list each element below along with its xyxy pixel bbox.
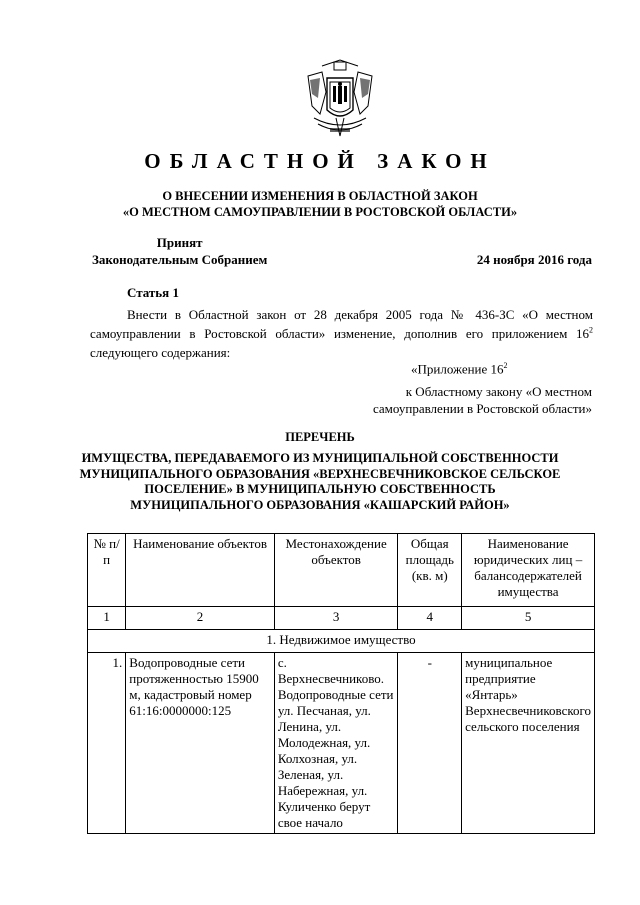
column-number: 1: [88, 607, 126, 630]
appendix-reference-line-2: самоуправлении в Ростовской области»: [372, 401, 592, 416]
header-number: № п/п: [88, 534, 126, 607]
article-body: [90, 305, 593, 362]
column-number: 3: [274, 607, 398, 630]
appendix-reference: [292, 383, 592, 417]
header-object-name: Наименование объектов: [126, 534, 275, 607]
article-text-superscript: 2: [589, 325, 593, 335]
row-balance-holder: муниципальное предприятие «Янтарь» Верхнесвечниковского сельского поселения: [462, 653, 595, 834]
list-subtitle-line-1: ИМУЩЕСТВА, ПЕРЕДАВАЕМОГО ИЗ МУНИЦИПАЛЬНОЙ СОБСТВЕННОСТИ: [81, 451, 559, 465]
law-title: ОБЛАСТНОЙ ЗАКОН: [144, 149, 496, 173]
adoption-date: 24 ноября 2016 года: [476, 252, 592, 267]
column-number: 5: [462, 607, 595, 630]
appendix-title: [411, 361, 508, 377]
header-balance-holder: Наименование юридических лиц – балансодержателей имущества: [462, 534, 595, 607]
column-number: 4: [398, 607, 462, 630]
list-subtitle-line-2: МУНИЦИПАЛЬНОГО ОБРАЗОВАНИЯ «ВЕРХНЕСВЕЧНИКОВСКОЕ СЕЛЬСКОЕ: [79, 466, 561, 481]
law-subtitle: [60, 188, 580, 220]
adopted-line-1: Принят: [156, 235, 203, 250]
row-area: -: [398, 653, 462, 834]
appendix-title-text: «Приложение 16: [411, 361, 504, 377]
list-subtitle-line-4: МУНИЦИПАЛЬНОГО ОБРАЗОВАНИЯ «КАШАРСКИЙ РАЙОН»: [130, 497, 510, 512]
header-location: Местонахождение объектов: [274, 534, 398, 607]
row-location: с. Верхнесвечниково. Водопроводные сети ул. Песчаная, ул. Ленина, ул. Молодежная, ул. Колхозная, ул. Зеленая, ул. Набережная, ул. Куличенко берут свое начало: [274, 653, 398, 834]
table-section-row: [88, 630, 595, 653]
list-subtitle: [70, 451, 570, 513]
section-title: 1. Недвижимое имущество: [88, 630, 595, 653]
article-title: Статья 1: [127, 285, 179, 300]
article-text-part-2: следующего содержания:: [90, 345, 231, 360]
coat-of-arms-emblem: [300, 58, 380, 140]
table-header-row: [88, 534, 595, 607]
table-column-numbers-row: [88, 607, 595, 630]
law-subtitle-line-2: «О МЕСТНОМ САМОУПРАВЛЕНИИ В РОСТОВСКОЙ ОБЛАСТИ»: [122, 205, 518, 219]
list-title: ПЕРЕЧЕНЬ: [285, 430, 355, 444]
list-subtitle-line-3: ПОСЕЛЕНИЕ» В МУНИЦИПАЛЬНУЮ СОБСТВЕННОСТЬ: [144, 482, 496, 496]
appendix-reference-line-1: к Областному закону «О местном: [405, 384, 592, 399]
header-area: Общая площадь (кв. м): [398, 534, 462, 607]
row-number: 1.: [88, 653, 126, 834]
property-table: [87, 533, 595, 834]
table-row: [88, 653, 595, 834]
appendix-title-superscript: 2: [503, 361, 508, 370]
adopted-by: [92, 234, 267, 268]
column-number: 2: [126, 607, 275, 630]
law-subtitle-line-1: О ВНЕСЕНИИ ИЗМЕНЕНИЯ В ОБЛАСТНОЙ ЗАКОН: [162, 189, 478, 203]
adopted-line-2: Законодательным Собранием: [92, 252, 268, 267]
row-object-name: Водопроводные сети протяженностью 15900 м, кадастровый номер 61:16:0000000:125: [126, 653, 275, 834]
article-text-part-1: Внести в Областной закон от 28 декабря 2005 года № 436-ЗС «О местном самоуправлении в Ростовской области» изменение, дополнив его приложением 16: [90, 307, 593, 341]
